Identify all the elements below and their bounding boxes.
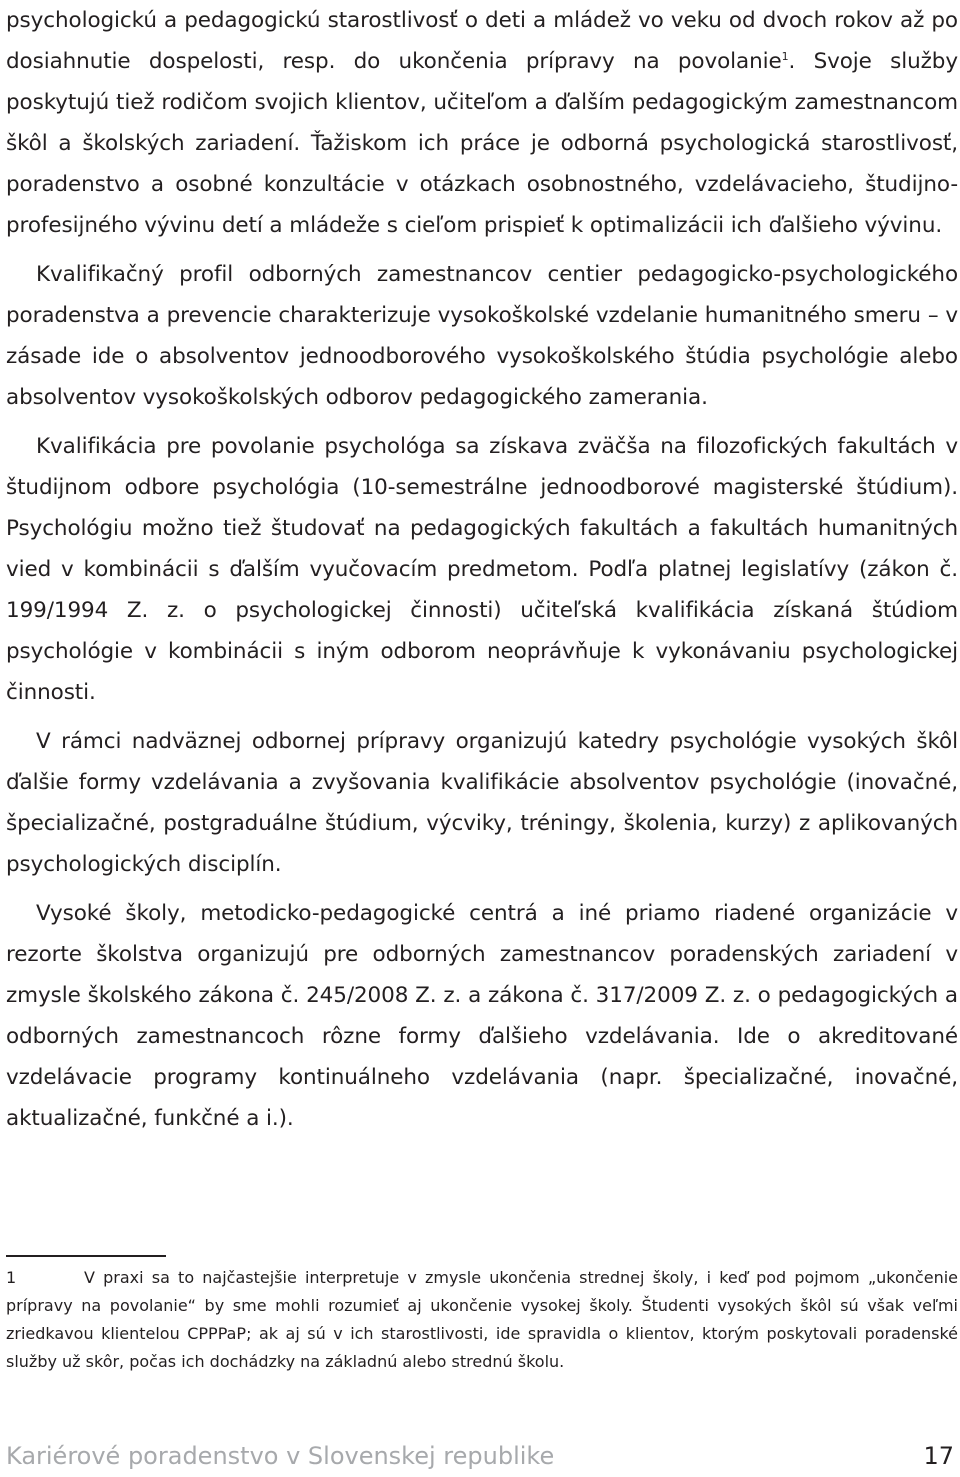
- paragraph-2: Kvalifikačný profil odborných zamestnancov centier pedagogicko-psychologického poradenstva a prevencie charakterizuje vysokoškolské vzdelanie humanitného smeru – v zásade ide o absolventov jednoodborového vysokoškolského štúdia psychológie alebo absolventov vysokoškolských odborov pedagogického zamerania.: [6, 262, 958, 410]
- page-number: 17: [923, 1442, 954, 1470]
- paragraph-5: Vysoké školy, metodicko-pedagogické centrá a iné priamo riadené organizácie v rezorte školstva organizujú pre odborných zamestnancov poradenských zariadení v zmysle školského zákona č. 245/2008 Z. z. a zákona č. 317/2009 Z. z. o pedagogických a odborných zamestnancoch rôzne formy ďalšieho vzdelávania. Ide o akreditované vzdelávacie programy kontinuálneho vzdelávania (napr. špecializačné, inovačné, aktualizačné, funkčné a i.).: [6, 901, 958, 1131]
- paragraph-1: [6, 0, 958, 246]
- footnote-number: 1: [6, 1268, 17, 1287]
- footnote-text: V praxi sa to najčastejšie interpretuje v zmysle ukončenia strednej školy, i keď pod pojmom „ukončenie prípravy na povolanie“ by sme mohli rozumieť aj ukončenie vysokej školy. Študenti vysokých škôl sú však veľmi zriedkavou klientelou CPPPaP; ak aj sú v ich starostlivosti, ide spravidla o klientov, ktorým poskytovali poradenské služby už skôr, počas ich dochádzky na základnú alebo strednú školu.: [6, 1268, 958, 1371]
- footnote-reference[interactable]: 1: [781, 49, 789, 63]
- footnote-divider: [6, 1255, 166, 1257]
- footnote: [6, 1264, 958, 1376]
- footer-publication-title: Kariérové poradenstvo v Slovenskej republike: [6, 1442, 555, 1470]
- paragraph-1-text-end: . Svoje služby poskytujú tiež rodičom svojich klientov, učiteľom a ďalším pedagogickým zamestnancom škôl a školských zariadení. Ťažiskom ich práce je odborná psychologická starostlivosť, poradenstvo a osobné konzultácie v otázkach osobnostného, vzdelávacieho, študijno-profesijného vývinu detí a mládeže s cieľom prispieť k optimalizácii ich ďalšieho vývinu.: [6, 49, 958, 238]
- body-text: [6, 0, 958, 1139]
- paragraph-1-text-start: psychologickú a pedagogickú starostlivosť o deti a mládež vo veku od dvoch rokov až po dosiahnutie dospelosti, resp. do ukončenia prípravy na povolanie: [6, 8, 958, 74]
- paragraph-4: V rámci nadväznej odbornej prípravy organizujú katedry psychológie vysokých škôl ďalšie formy vzdelávania a zvyšovania kvalifikácie absolventov psychológie (inovačné, špecializačné, postgraduálne štúdium, výcviky, tréningy, školenia, kurzy) z aplikovaných psychologických disciplín.: [6, 729, 958, 877]
- paragraph-3: Kvalifikácia pre povolanie psychológa sa získava zväčša na filozofických fakultách v študijnom odbore psychológia (10-semestrálne jednoodborové magisterské štúdium). Psychológiu možno tiež študovať na pedagogických fakultách a fakultách humanitných vied v kombinácii s ďalším vyučovacím predmetom. Podľa platnej legislatívy (zákon č. 199/1994 Z. z. o psychologickej činnosti) učiteľská kvalifikácia získaná štúdiom psychológie v kombinácii s iným odborom neoprávňuje k vykonávaniu psychologickej činnosti.: [6, 434, 958, 705]
